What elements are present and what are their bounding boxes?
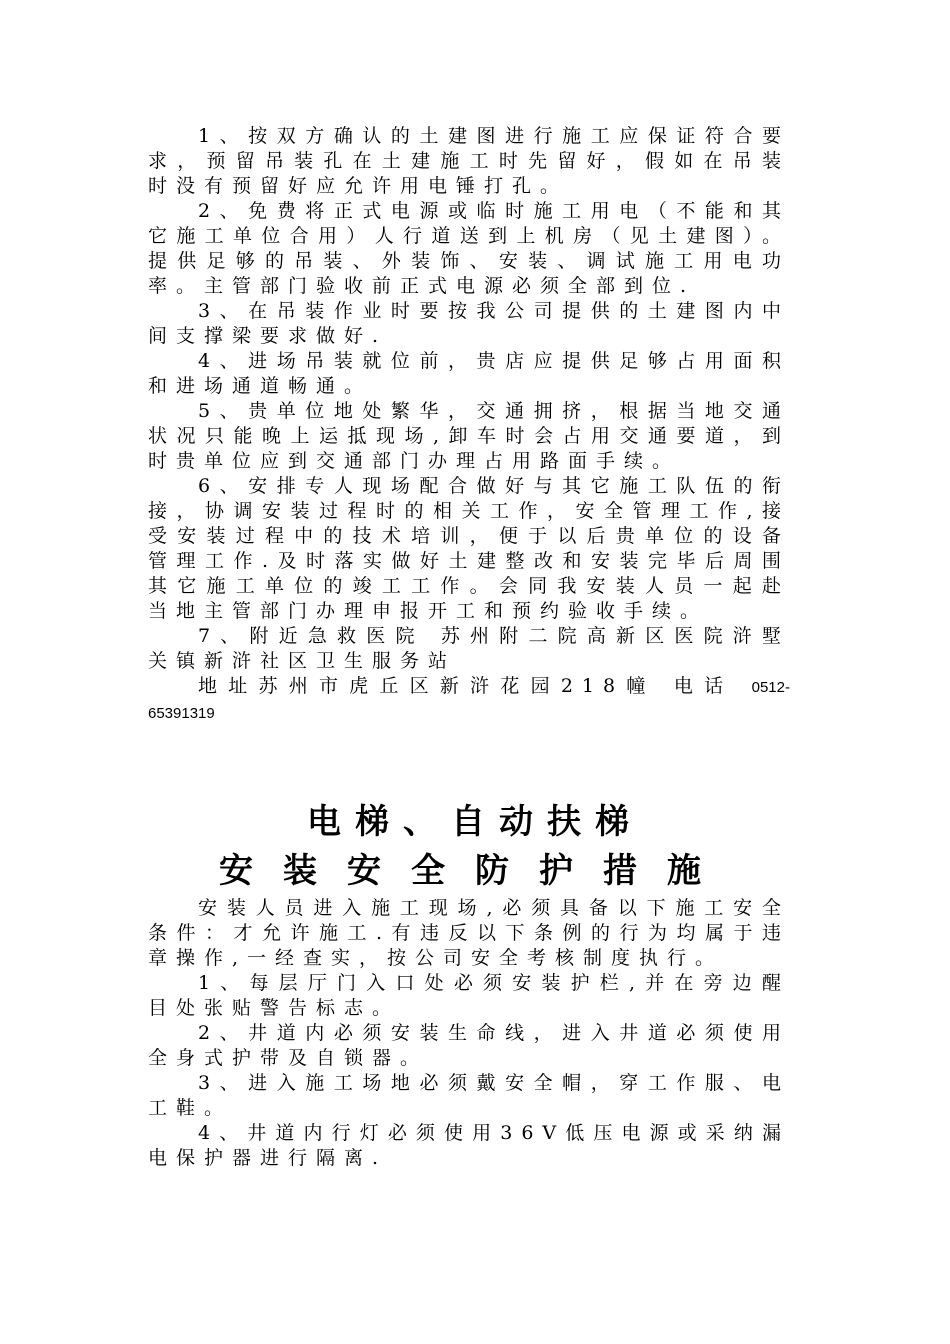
address-suffix: 幢: [624, 675, 657, 697]
address-line: [148, 674, 790, 726]
phone-number: 0512-65391319: [148, 679, 790, 722]
safety-item-4-prefix: 4、井道内行灯必须使用: [198, 1122, 501, 1144]
safety-item-4: [148, 1121, 790, 1171]
safety-item-2: 2、井道内必须安装生命线，进入井道必须使用全身式护带及自锁器。: [148, 1022, 790, 1069]
phone-label: 电话: [673, 675, 735, 697]
safety-item-4-suffix: 低压电源或采纳漏电保护器进行隔离.: [148, 1122, 790, 1169]
document-title-line-2: 安装安全防护措施: [219, 851, 731, 891]
requirement-item-3: 3、在吊装作业时要按我公司提供的土建图内中间支撑梁要求做好.: [148, 300, 790, 347]
safety-measures-section: [148, 896, 790, 1171]
address-number: 218: [560, 675, 625, 697]
requirement-item-6: 6、安排专人现场配合做好与其它施工队伍的衔接，协调安装过程时的相关工作，安全管理工作,接受安装过程中的技术培训，便于以后贵单位的设备管理工作.及时落实做好土建整改和安装完毕后周围其它施工单位的竣工工作。会同我安装人员一起赴当地主管部门办理申报开工和预约验收手续。: [148, 475, 790, 622]
safety-item-4-voltage: 36V: [500, 1122, 566, 1144]
construction-requirements-section: [148, 124, 790, 726]
requirement-item-4: 4、进场吊装就位前，贵店应提供足够占用面积和进场通道畅通。: [148, 350, 790, 397]
safety-intro: 安装人员进入施工现场,必须具备以下施工安全条件：才允许施工.有违反以下条例的行为均属于违章操作,一经查实，按公司安全考核制度执行。: [148, 897, 790, 969]
safety-item-1: 1、每层厅门入口处必须安装护栏,并在旁边醒目处张贴警告标志。: [148, 972, 790, 1019]
document-title-line-1: 电梯、自动扶梯: [307, 802, 643, 842]
requirement-item-2: 2、免费将正式电源或临时施工用电（不能和其它施工单位合用）人行道送到上机房（见土建图）。提供足够的吊装、外装饰、安装、调试施工用电功率。主管部门验收前正式电源必须全部到位.: [148, 200, 790, 297]
requirement-item-5: 5、贵单位地处繁华，交通拥挤，根据当地交通状况只能晚上运抵现场,卸车时会占用交通要道，到时贵单位应到交通部门办理占用路面手续。: [148, 400, 790, 472]
safety-item-3: 3、进入施工场地必须戴安全帽，穿工作服、电工鞋。: [148, 1072, 790, 1119]
requirement-item-1: 1、按双方确认的土建图进行施工应保证符合要求，预留吊装孔在土建施工时先留好，假如在吊装时没有预留好应允许用电锤打孔。: [148, 125, 790, 197]
address-label: 地址苏州市虎丘区新浒花园: [198, 675, 561, 697]
requirement-item-7: 7、附近急救医院 苏州附二院高新区医院浒墅关镇新浒社区卫生服务站: [148, 625, 790, 672]
